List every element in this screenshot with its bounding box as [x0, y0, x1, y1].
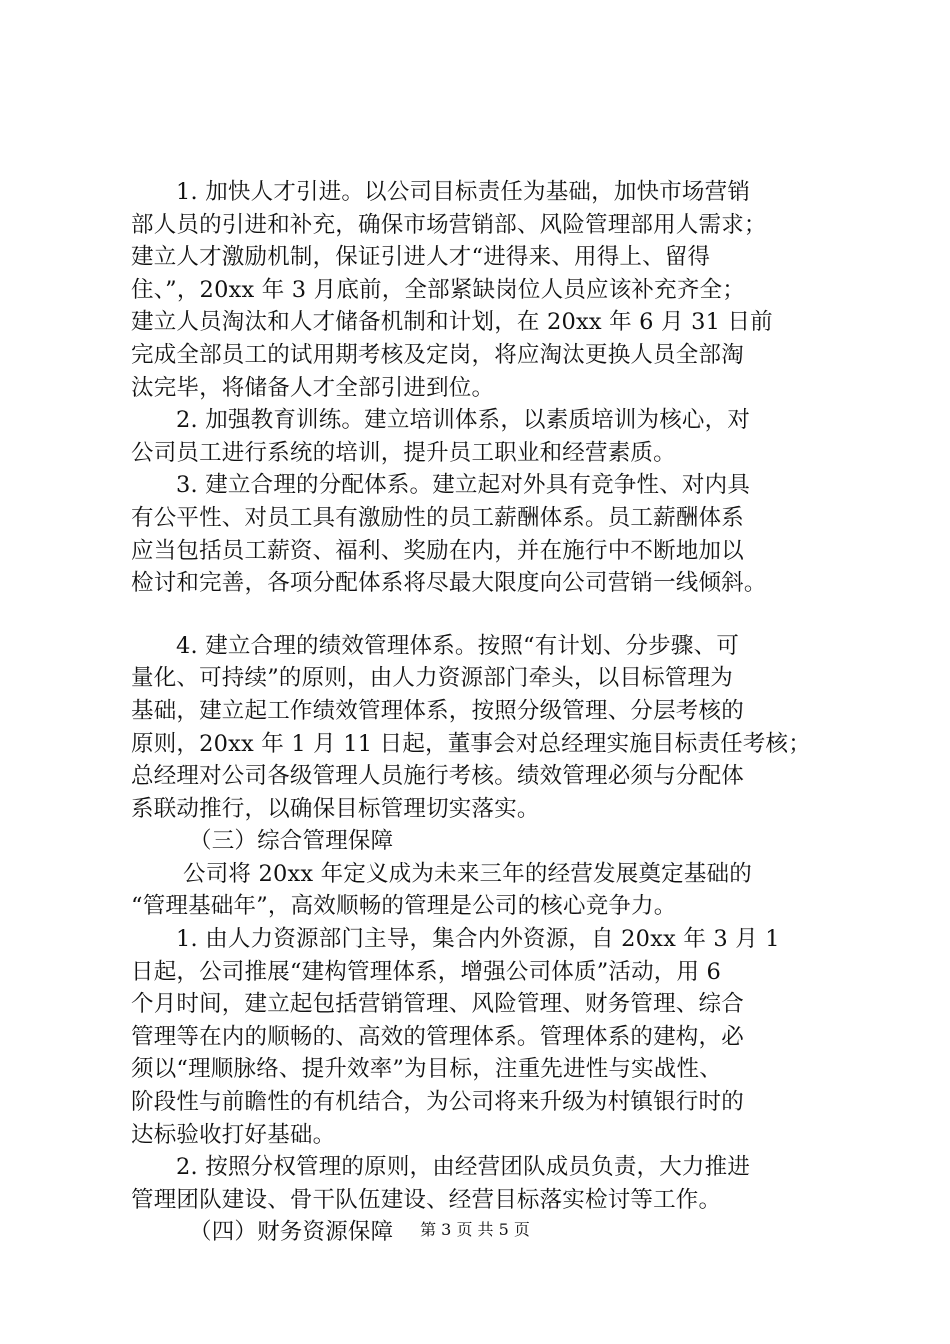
paragraph-gap — [131, 600, 831, 630]
paragraph-line: 3. 建立合理的分配体系。建立起对外具有竞争性、对内具 — [176, 472, 751, 499]
paragraph-line: 汰完毕，将储备人才全部引进到位。 — [131, 374, 495, 401]
paragraph-line: 个月时间，建立起包括营销管理、风险管理、财务管理、综合 — [131, 991, 744, 1018]
paragraph-line: 阶段性与前瞻性的有机结合，为公司将来升级为村镇银行时的 — [131, 1089, 744, 1116]
paragraph-line: 总经理对公司各级管理人员施行考核。绩效管理必须与分配体 — [131, 763, 744, 790]
paragraph-line: 建立人才激励机制，保证引进人才“进得来、用得上、留得 — [131, 244, 711, 271]
paragraph-line: 2. 加强教育训练。建立培训体系，以素质培训为核心，对 — [176, 407, 751, 434]
paragraph-line: 原则，20xx 年 1 月 11 日起，董事会对总经理实施目标责任考核； — [131, 730, 811, 757]
document-body — [131, 176, 831, 1249]
page-number-footer: 第 3 页 共 5 页 — [420, 1220, 530, 1239]
paragraph-line: 须以“理顺脉络、提升效率”为目标，注重先进性与实战性、 — [131, 1056, 722, 1083]
paragraph-line: 管理团队建设、骨干队伍建设、经营目标落实检讨等工作。 — [131, 1186, 722, 1213]
section-heading: （四）财务资源保障 — [189, 1219, 394, 1246]
paragraph-line: 系联动推行，以确保目标管理切实落实。 — [131, 795, 540, 822]
paragraph-line: 量化、可持续”的原则，由人力资源部门牵头，以目标管理为 — [131, 665, 733, 692]
section-heading: （三）综合管理保障 — [189, 828, 394, 855]
paragraph-line: 1. 由人力资源部门主导，集合内外资源，自 20xx 年 3 月 1 — [176, 926, 780, 953]
paragraph-line: “管理基础年”，高效顺畅的管理是公司的核心竞争力。 — [131, 893, 677, 920]
paragraph-line: 基础，建立起工作绩效管理体系，按照分级管理、分层考核的 — [131, 697, 744, 724]
paragraph-line: 管理等在内的顺畅的、高效的管理体系。管理体系的建构，必 — [131, 1023, 744, 1050]
paragraph-line: 公司员工进行系统的培训，提升员工职业和经营素质。 — [131, 439, 676, 466]
paragraph-line: 4. 建立合理的绩效管理体系。按照“有计划、分步骤、可 — [176, 632, 740, 659]
paragraph-line: 日起，公司推展“建构管理体系，增强公司体质”活动，用 6 — [131, 958, 722, 985]
paragraph-line: 有公平性、对员工具有激励性的员工薪酬体系。员工薪酬体系 — [131, 504, 744, 531]
paragraph-line: 公司将 20xx 年定义成为未来三年的经营发展奠定基础的 — [183, 860, 752, 887]
paragraph-line: 1. 加快人才引进。以公司目标责任为基础，加快市场营销 — [176, 179, 751, 205]
paragraph-line: 检讨和完善，各项分配体系将尽最大限度向公司营销一线倾斜。 — [131, 570, 767, 597]
paragraph-line: 应当包括员工薪资、福利、奖励在内，并在施行中不断地加以 — [131, 537, 744, 564]
paragraph-line: 部人员的引进和补充，确保市场营销部、风险管理部用人需求； — [131, 211, 767, 238]
paragraph-line: 住、”，20xx 年 3 月底前，全部紧缺岗位人员应该补充齐全； — [131, 276, 745, 303]
paragraph-line: 2. 按照分权管理的原则，由经营团队成员负责，大力推进 — [176, 1154, 751, 1181]
paragraph-line: 达标验收打好基础。 — [131, 1121, 336, 1148]
paragraph-line: 完成全部员工的试用期考核及定岗，将应淘汰更换人员全部淘 — [131, 341, 744, 368]
paragraph-line: 建立人员淘汰和人才储备机制和计划，在 20xx 年 6 月 31 日前 — [131, 309, 773, 336]
